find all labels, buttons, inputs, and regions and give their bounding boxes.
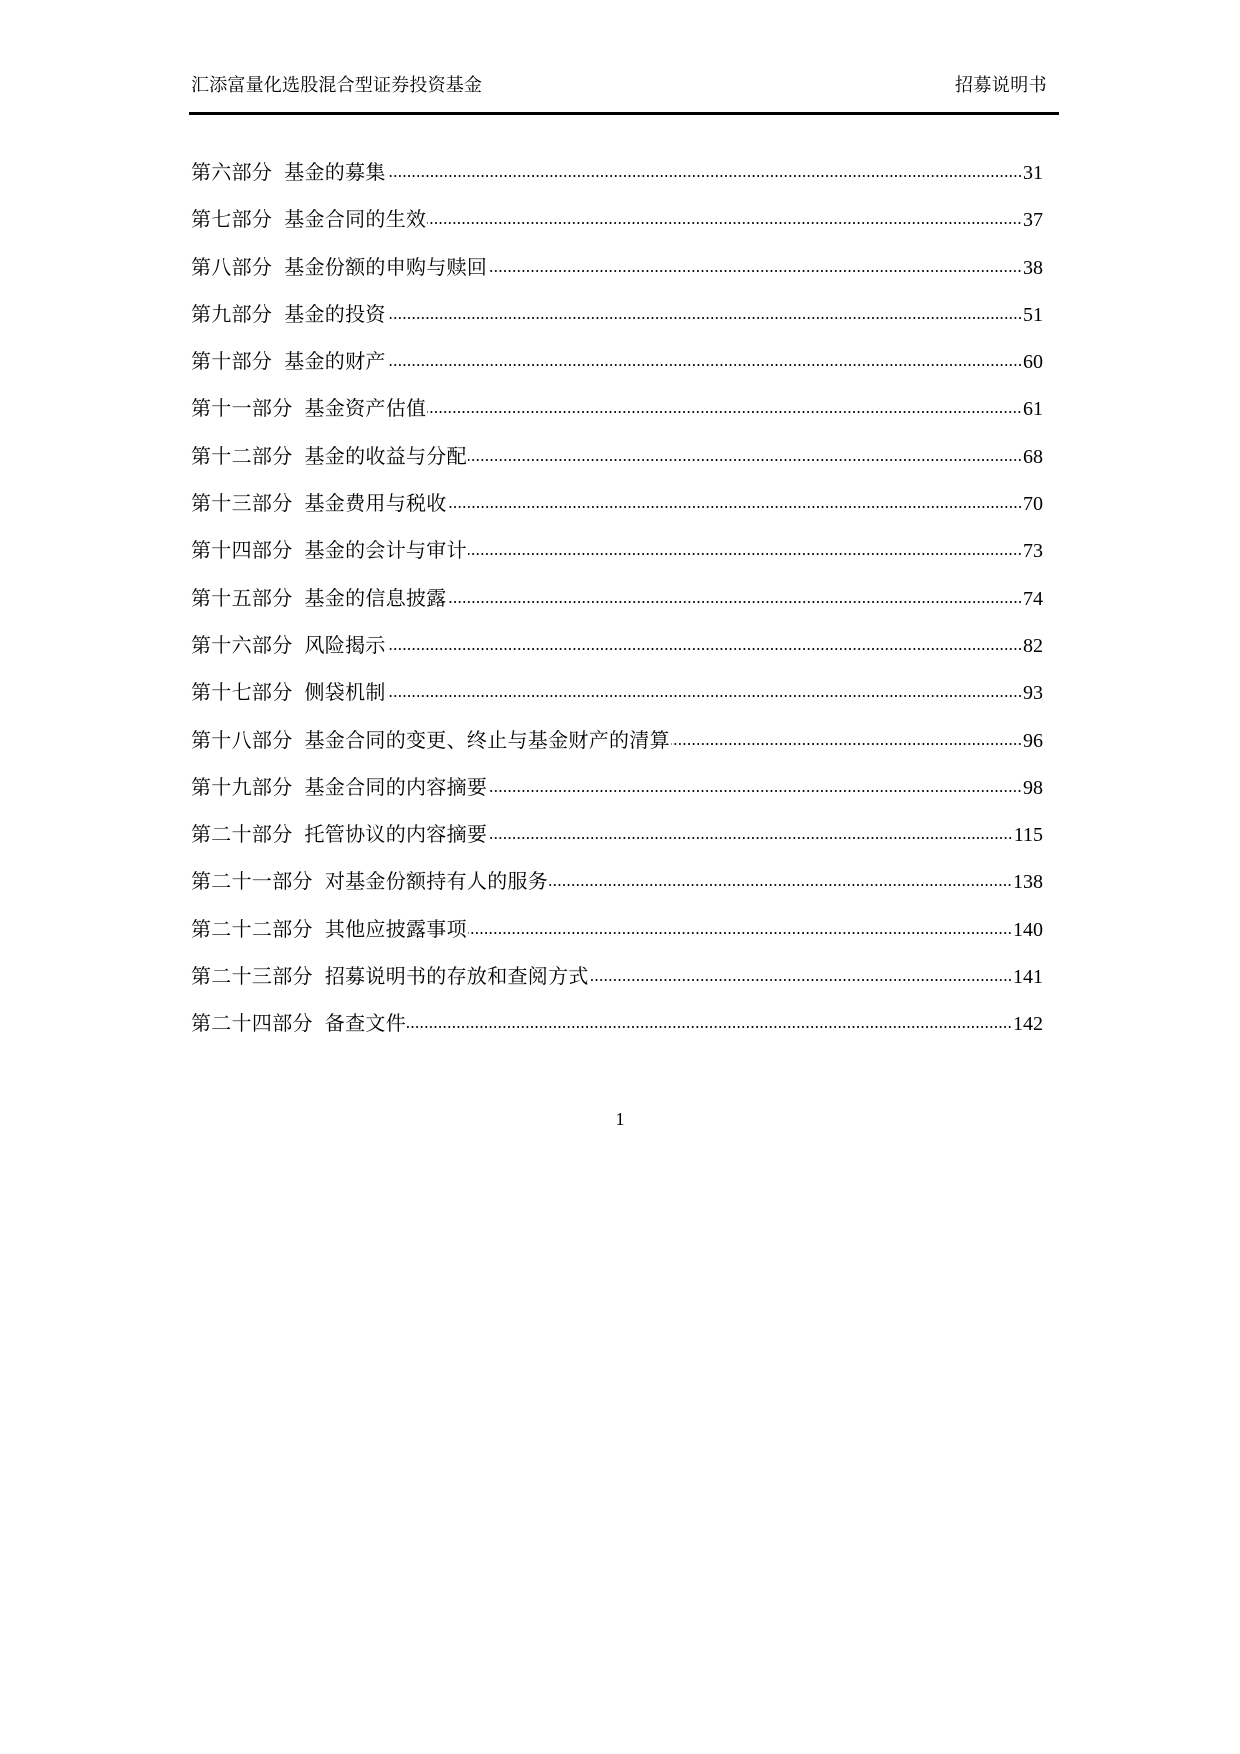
toc-title: 对基金份额持有人的服务	[324, 871, 549, 894]
toc-part-label: 第十九部分	[191, 776, 293, 799]
toc-page-number: 60	[1023, 351, 1043, 374]
toc-dot-leader	[590, 963, 1012, 983]
toc-part-label: 第二十一部分	[191, 871, 313, 894]
toc-part-label: 第十二部分	[191, 445, 293, 468]
toc-entry[interactable]	[191, 489, 1043, 536]
toc-page-number: 61	[1023, 398, 1043, 421]
toc-page-number: 70	[1023, 493, 1043, 516]
toc-part-label: 第十六部分	[191, 634, 293, 657]
toc-title: 招募说明书的存放和查阅方式	[324, 966, 589, 989]
toc-part-label: 第十四部分	[191, 540, 293, 563]
toc-part-label: 第十五部分	[191, 587, 293, 610]
toc-entry[interactable]	[191, 253, 1043, 300]
toc-part-label: 第二十部分	[191, 824, 293, 847]
toc-part-label: 第二十四部分	[191, 1013, 313, 1036]
toc-part-label: 第十八部分	[191, 729, 293, 752]
toc-entry[interactable]	[191, 962, 1043, 1009]
toc-title: 基金的投资	[284, 303, 386, 326]
toc-dot-leader	[427, 395, 1022, 415]
header-fund-name: 汇添富量化选股混合型证券投资基金	[191, 75, 483, 95]
toc-dot-leader	[671, 727, 1022, 747]
toc-title: 基金的信息披露	[304, 587, 447, 610]
toc-part-label: 第二十三部分	[191, 966, 313, 989]
toc-dot-leader	[427, 206, 1022, 226]
toc-title: 基金资产估值	[304, 398, 427, 421]
toc-title: 基金的会计与审计	[304, 540, 467, 563]
toc-part-label: 第七部分	[191, 209, 273, 232]
toc-title: 风险揭示	[304, 634, 386, 657]
toc-page-number: 141	[1013, 966, 1043, 989]
toc-page-number: 31	[1023, 162, 1043, 184]
toc-dot-leader	[387, 632, 1022, 652]
toc-page-number: 98	[1023, 776, 1043, 799]
toc-title: 基金费用与税收	[304, 493, 447, 516]
toc-part-label: 第八部分	[191, 256, 273, 279]
toc-part-label: 第六部分	[191, 162, 273, 184]
toc-page-number: 73	[1023, 540, 1043, 563]
toc-title: 其他应披露事项	[324, 918, 467, 941]
toc-page-number: 51	[1023, 303, 1043, 326]
toc-entry[interactable]	[191, 820, 1043, 867]
toc-dot-leader	[468, 537, 1022, 557]
toc-part-label: 第二十二部分	[191, 918, 313, 941]
toc-page-number: 142	[1013, 1013, 1043, 1036]
toc-part-label: 第十七部分	[191, 682, 293, 705]
toc-dot-leader	[387, 159, 1022, 179]
toc-page-number: 140	[1013, 918, 1043, 941]
toc-dot-leader	[488, 821, 1013, 841]
header-document-type: 招募说明书	[955, 75, 1047, 95]
toc-entry[interactable]	[191, 442, 1043, 489]
toc-dot-leader	[549, 868, 1012, 888]
toc-title: 基金的收益与分配	[304, 445, 467, 468]
toc-dot-leader	[387, 679, 1022, 699]
toc-page-number: 93	[1023, 682, 1043, 705]
running-header	[189, 72, 1059, 112]
toc-title: 基金的募集	[284, 162, 386, 184]
toc-entry[interactable]	[191, 773, 1043, 820]
toc-dot-leader	[387, 348, 1022, 368]
toc-part-label: 第十部分	[191, 351, 273, 374]
toc-page-number: 74	[1023, 587, 1043, 610]
toc-title: 基金的财产	[284, 351, 386, 374]
toc-dot-leader	[488, 254, 1022, 274]
toc-entry[interactable]	[191, 347, 1043, 394]
toc-dot-leader	[407, 1010, 1012, 1030]
toc-dot-leader	[448, 490, 1022, 510]
toc-dot-leader	[387, 301, 1022, 321]
toc-title: 侧袋机制	[304, 682, 386, 705]
toc-title: 基金合同的内容摘要	[304, 776, 488, 799]
toc-title: 基金合同的生效	[284, 209, 427, 232]
toc-page-number: 38	[1023, 256, 1043, 279]
page-number: 1	[615, 1109, 625, 1129]
toc-entry[interactable]	[191, 1009, 1043, 1056]
toc-title: 备查文件	[324, 1013, 407, 1036]
toc-page-number: 96	[1023, 729, 1043, 752]
toc-entry[interactable]	[191, 205, 1043, 252]
toc-title: 托管协议的内容摘要	[304, 824, 488, 847]
toc-page-number: 82	[1023, 634, 1043, 657]
toc-dot-leader	[488, 774, 1022, 794]
toc-dot-leader	[468, 443, 1022, 463]
toc-entry[interactable]	[191, 867, 1043, 914]
toc-part-label: 第十三部分	[191, 493, 293, 516]
toc-part-label: 第十一部分	[191, 398, 293, 421]
toc-title: 基金合同的变更、终止与基金财产的清算	[304, 729, 670, 752]
toc-entry[interactable]	[191, 726, 1043, 773]
toc-page-number: 37	[1023, 209, 1043, 232]
toc-entry[interactable]	[191, 158, 1043, 205]
toc-title: 基金份额的申购与赎回	[284, 256, 488, 279]
toc-entry[interactable]	[191, 631, 1043, 678]
toc-entry[interactable]	[191, 536, 1043, 583]
toc-entry[interactable]	[191, 678, 1043, 725]
toc-dot-leader	[468, 916, 1012, 936]
toc-entry[interactable]	[191, 915, 1043, 962]
toc-page-number: 68	[1023, 445, 1043, 468]
toc-entry[interactable]	[191, 300, 1043, 347]
toc-dot-leader	[448, 585, 1022, 605]
header-divider	[189, 112, 1059, 115]
toc-entry[interactable]	[191, 584, 1043, 631]
toc-part-label: 第九部分	[191, 303, 273, 326]
toc-entry[interactable]	[191, 394, 1043, 441]
table-of-contents	[191, 158, 1043, 1057]
toc-page-number: 115	[1013, 824, 1043, 847]
toc-page-number: 138	[1013, 871, 1043, 894]
